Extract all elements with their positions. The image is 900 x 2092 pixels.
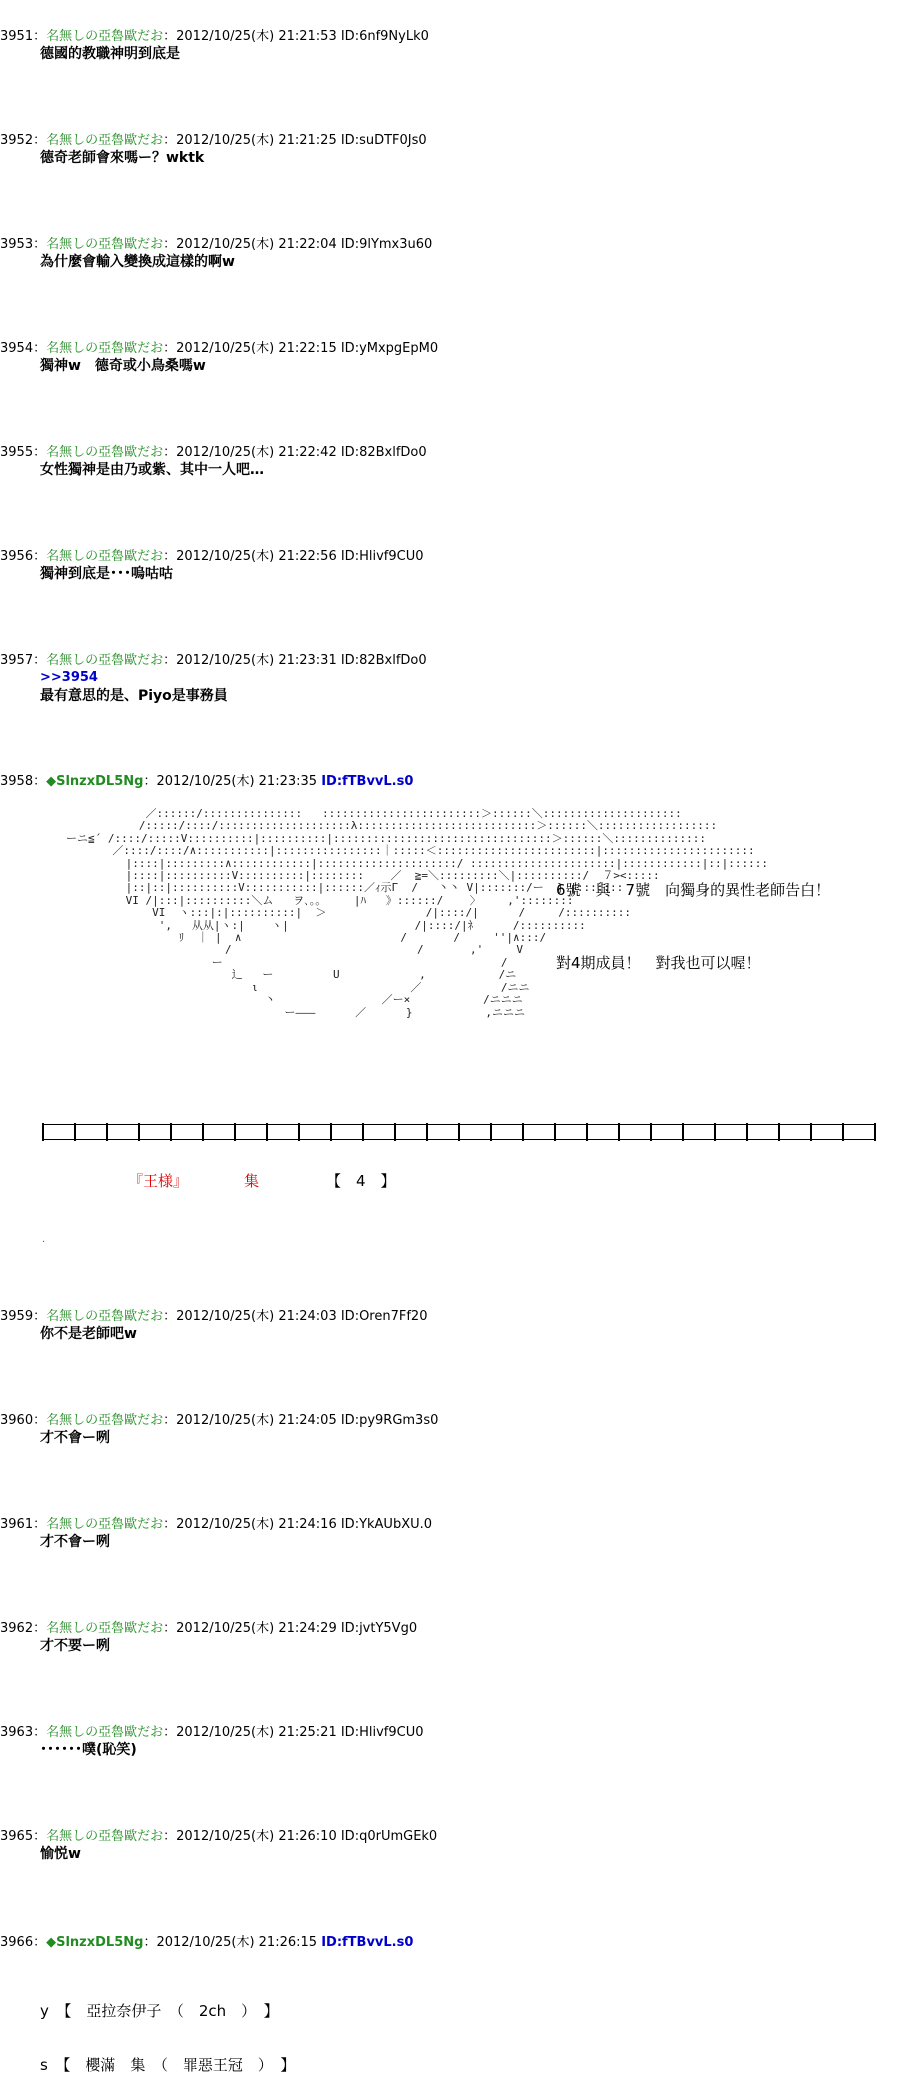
post-body: 德奇老師會來嗎ー？wktk [40,150,205,166]
poster-id-link[interactable]: ID:fTBvvL.s0 [321,1935,414,1950]
poster-trip[interactable]: ◆SlnzxDL5Ng [46,774,144,789]
ruler-tick [874,1123,876,1141]
post-date: ：2012/10/25(木) 21:22:15 ID:yMxpgEpM0 [163,341,439,356]
post-number[interactable]: 3952 [0,133,34,148]
post-number[interactable]: 3962 [0,1621,34,1636]
post-3961 [0,1517,900,1550]
post-body: 為什麼會輸入變換成這樣的啊w [40,254,235,270]
ruler-tick [138,1123,140,1141]
post-number[interactable]: 3957 [0,653,34,668]
separator: ： [33,774,47,789]
poster-name[interactable]: 名無しの亞魯歐だお [46,29,164,44]
poster-name[interactable]: 名無しの亞魯歐だお [46,341,164,356]
post-3962 [0,1621,900,1654]
aa-caption-2: 對4期成員！ 對我也可以喔！ [556,954,761,972]
separator: ： [33,1621,47,1636]
post-3958 [0,774,900,790]
separator: ： [33,653,47,668]
separator: ： [33,29,47,44]
separator: ： [33,133,47,148]
separator: ： [33,1725,47,1740]
separator: ： [33,445,47,460]
separator: ： [33,1829,47,1844]
ruler-tick [298,1123,300,1141]
post-date: ：2012/10/25(木) 21:21:53 ID:6nf9NyLk0 [163,29,429,44]
separator: ： [33,1309,47,1324]
post-3957 [0,653,900,704]
poster-id-link[interactable]: ID:fTBvvL.s0 [321,774,414,789]
post-date: ：2012/10/25(木) 21:24:29 ID:jvtY5Vg0 [163,1621,418,1636]
post-3952 [0,133,900,166]
post-date: ：2012/10/25(木) 21:25:21 ID:Hlivf9CU0 [163,1725,424,1740]
separator: ： [33,549,47,564]
title-king: 『王様』 [128,1172,189,1190]
title-mid [244,1170,259,1191]
ruler-tick [810,1123,812,1141]
divider-ruler [42,1123,874,1141]
ruler-tick [266,1123,268,1141]
separator: ： [33,1935,47,1950]
post-3953 [0,237,900,270]
post-date: ：2012/10/25(木) 21:22:42 ID:82BxlfDo0 [163,445,427,460]
title-left [128,1170,188,1191]
ruler-tick [682,1123,684,1141]
poster-trip[interactable]: ◆SlnzxDL5Ng [46,1935,144,1950]
ruler-tick [202,1123,204,1141]
cast-list [40,1966,295,2092]
ruler-tick [426,1123,428,1141]
post-date: ：2012/10/25(木) 21:24:16 ID:YkAUbXU.0 [163,1517,433,1532]
post-number[interactable]: 3953 [0,237,34,252]
post-number[interactable]: 3963 [0,1725,34,1740]
post-body: 愉悦w [40,1846,81,1862]
post-3965 [0,1829,900,1862]
post-date: ：2012/10/25(木) 21:22:56 ID:Hlivf9CU0 [163,549,424,564]
ruler-tick [778,1123,780,1141]
post-number[interactable]: 3960 [0,1413,34,1428]
cast-line-2: s 【 櫻滿 集 （ 罪惡王冠 ） 】 [40,2056,296,2074]
post-body: 才不會ー咧 [40,1430,110,1446]
post-number[interactable]: 3955 [0,445,34,460]
ruler-tick [362,1123,364,1141]
post-body: 獨神w 德奇或小鳥桑嗎w [40,358,206,374]
poster-name[interactable]: 名無しの亞魯歐だお [46,445,164,460]
separator: ： [33,1517,47,1532]
poster-name[interactable]: 名無しの亞魯歐だお [46,1725,164,1740]
post-date: ：2012/10/25(木) 21:24:05 ID:py9RGm3s0 [163,1413,439,1428]
post-body: 女性獨神是由乃或紫、其中一人吧… [40,462,264,478]
ruler-tick [170,1123,172,1141]
post-number[interactable]: 3965 [0,1829,34,1844]
ruler-tick [554,1123,556,1141]
post-text: 最有意思的是、Piyo是事務員 [40,688,228,704]
post-3966 [0,1935,900,1951]
post-3960 [0,1413,900,1446]
title-collection: 集 [244,1172,260,1190]
post-3959 [0,1309,900,1342]
ruler-tick [394,1123,396,1141]
separator: ： [33,237,47,252]
ruler-tick [842,1123,844,1141]
post-body: 才不要ー咧 [40,1638,110,1654]
post-3951 [0,29,900,62]
ruler-tick [618,1123,620,1141]
post-date: ：2012/10/25(木) 21:22:04 ID:9lYmx3u60 [163,237,433,252]
ruler-tick [458,1123,460,1141]
ruler-tick [714,1123,716,1141]
poster-name[interactable]: 名無しの亞魯歐だお [46,133,164,148]
post-3955 [0,445,900,478]
poster-name[interactable]: 名無しの亞魯歐だお [46,1829,164,1844]
poster-name[interactable]: 名無しの亞魯歐だお [46,1309,164,1324]
post-date: ：2012/10/25(木) 21:26:15 [143,1935,322,1950]
ruler-tick [330,1123,332,1141]
post-number[interactable]: 3956 [0,549,34,564]
aa-caption-1: 6號 與 7號 向獨身的異性老師告白！ [556,881,831,899]
ruler-tick [490,1123,492,1141]
post-number[interactable]: 3954 [0,341,34,356]
post-3956 [0,549,900,582]
post-body [40,669,228,705]
reply-anchor-link[interactable]: >>3954 [40,670,98,685]
post-3963 [0,1725,900,1758]
separator: ： [33,341,47,356]
post-date: ：2012/10/25(木) 21:23:35 [143,774,322,789]
poster-name[interactable]: 名無しの亞魯歐だお [46,1621,164,1636]
post-date: ：2012/10/25(木) 21:26:10 ID:q0rUmGEk0 [163,1829,438,1844]
post-body: 德國的教職神明到底是 [40,46,180,62]
ruler-tick [74,1123,76,1141]
post-3954 [0,341,900,374]
post-number[interactable]: 3959 [0,1309,34,1324]
ruler-tick [106,1123,108,1141]
post-number[interactable]: 3958 [0,774,34,789]
title-right: 【 4 】 [326,1172,396,1190]
poster-name[interactable]: 名無しの亞魯歐だお [46,653,164,668]
ruler-tick [746,1123,748,1141]
post-body: 你不是老師吧w [40,1326,137,1342]
post-body: ･･････噗(恥笑) [40,1742,137,1758]
poster-name[interactable]: 名無しの亞魯歐だお [46,237,164,252]
stray-dot: . [42,1234,46,1245]
post-number[interactable]: 3951 [0,29,34,44]
ruler-tick [650,1123,652,1141]
post-date: ：2012/10/25(木) 21:21:25 ID:suDTF0Js0 [163,133,427,148]
separator: ： [33,1413,47,1428]
ruler-tick [522,1123,524,1141]
post-body: 獨神到底是･･･嗚咕咕 [40,566,173,582]
poster-name[interactable]: 名無しの亞魯歐だお [46,549,164,564]
ruler-tick [586,1123,588,1141]
ascii-art: ／::::::/::::::::::::::: ::::::::::::::::::::::::＞::::::＼::::::::::::::::::::: /:::::/::::/::::::::::::::::::::λ:::::::::::::::::::::::::::＞::::::＼:::::::::::::::::: ーニ≦´ /::::/:::::V::::::::::|::::::::::|:::::::::::::::::::::::::::::::::＞::::::＼:::::::::::::: ／::::/::::/∧:::::::::::|::::::::::::::::｜:::::＜::::::::::::::::::::::::|::::::::::::::::::::::: |::::|:::::::::∧::::::::::::|:::::::::::::::::::::/ ::::::::::::::::::::::|::::::::::::|::|:::::: |::::|::::::::::V::::::::::|:::::::: ／ ≧=＼:::::::::＼|::::::::::/ ７><::::: |::|::|::::::::::V:::::::::::|::::::／ｨ示Γ / 丶丶 V|:::::::/ー } |::::::: VI /|:::|::::::::::＼ム ヲ､｡｡ |ﾊ 》::::::/ 〉 ,':::::::: VI ヽ:::|:|::::::::::| ＞ /|::::/| / /:::::::::: ', 从从|ヽ:| ヽ| /|::::/|ﾈ /:::::::::: ﾘ ｜ | ∧ / / ''|∧:::/ / / ,' V ー / 辶 ー U , /ニ ι ／ /ニニ 丶 ／ー× /ニニニ ー――― ／ } ,ニニニ [66,807,768,1019]
ruler-tick [234,1123,236,1141]
ruler-tick [42,1123,44,1141]
cast-line-1: y 【 亞拉奈伊子 （ 2ch ） 】 [40,2002,279,2020]
poster-name[interactable]: 名無しの亞魯歐だお [46,1517,164,1532]
post-body: 才不會ー咧 [40,1534,110,1550]
post-date: ：2012/10/25(木) 21:24:03 ID:Oren7Ff20 [163,1309,428,1324]
post-date: ：2012/10/25(木) 21:23:31 ID:82BxlfDo0 [163,653,427,668]
post-number[interactable]: 3966 [0,1935,34,1950]
poster-name[interactable]: 名無しの亞魯歐だお [46,1413,164,1428]
post-number[interactable]: 3961 [0,1517,34,1532]
